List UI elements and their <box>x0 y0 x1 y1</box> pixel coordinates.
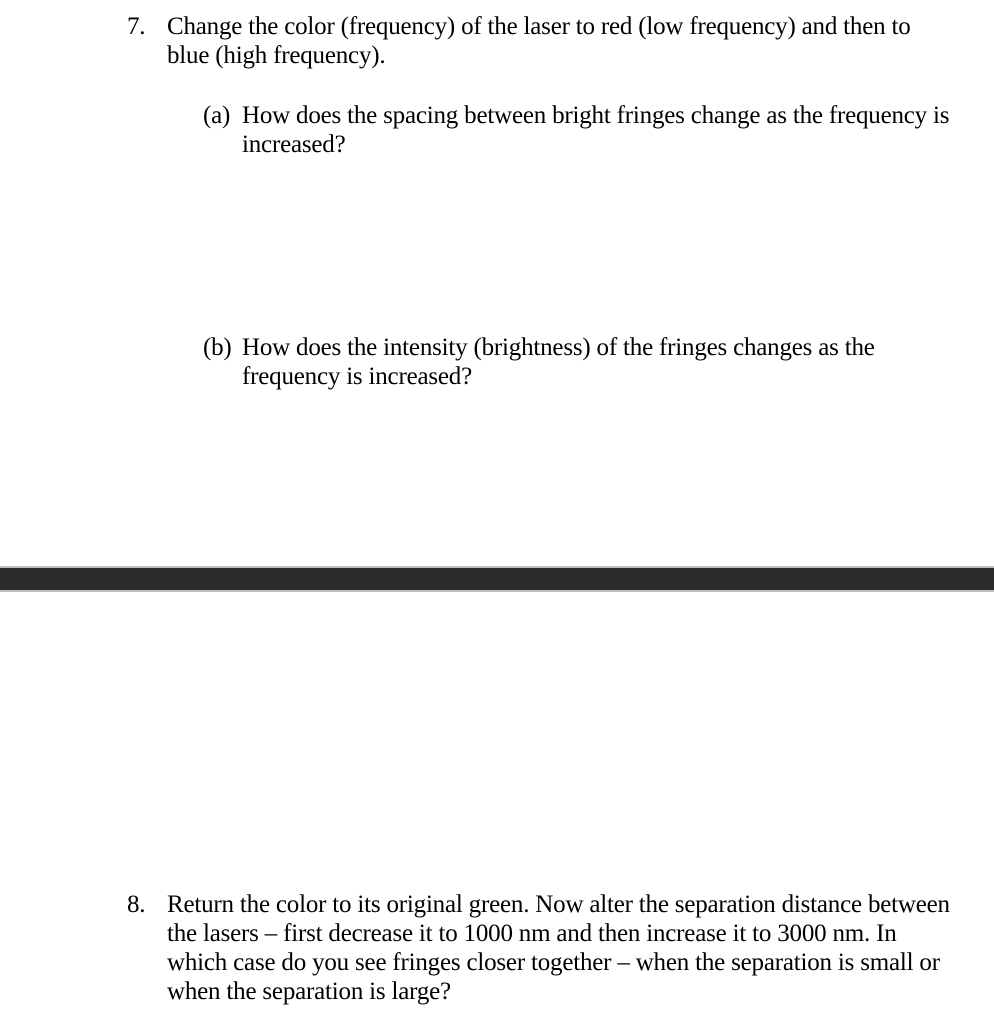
question-text: Change the color (frequency) of the laser to red (low frequency) and then to blue (high frequency). <box>167 13 911 69</box>
question-text: Return the color to its original green. Now alter the separation distance between the lasers – first decrease it to 1000 nm and then increase it to 3000 nm. In which case do you see fringes closer together – when the separation is small or when the separation is large? <box>167 891 950 1005</box>
question-number: 7. <box>127 13 146 40</box>
part-label: (a) <box>203 102 231 129</box>
part-text: How does the intensity (brightness) of the fringes changes as the frequency is increased? <box>242 334 875 390</box>
document-page-bottom <box>0 592 994 1024</box>
part-label: (b) <box>203 334 232 361</box>
question-number: 8. <box>127 891 146 918</box>
part-text: How does the spacing between bright fringes change as the frequency is increased? <box>242 102 950 158</box>
page-separator <box>0 566 994 592</box>
